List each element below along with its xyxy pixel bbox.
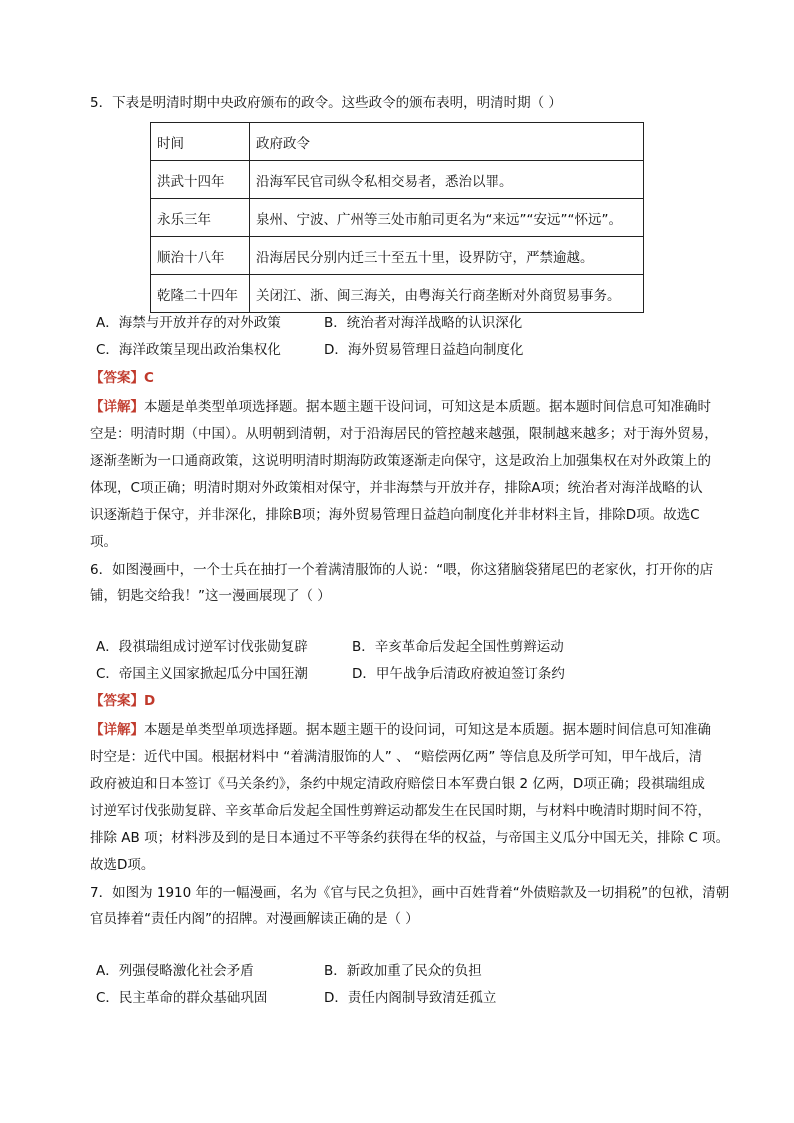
q6-detail-line: 排除 AB 项；材料涉及到的是日本通过不平等条约获得在华的权益，与帝国主义瓜分中国无关，排除 C 项。: [90, 830, 730, 846]
q5-detail-line: 识逐渐趋于保守，并非深化，排除B项；海外贸易管理日益趋向制度化并非材料主旨，排除D项。故选C: [90, 507, 700, 523]
q6-detail-line: 时空是：近代中国。根据材料中 “着满清服饰的人” 、 “赔偿两亿两” 等信息及所学可知，甲午战后，清: [90, 749, 703, 765]
q6-option-a[interactable]: A．段祺瑞组成讨逆军讨伐张勋复辟: [96, 639, 308, 655]
answer-value: C: [144, 370, 154, 386]
q5-detail-line: 空是：明清时期（中国）。从明朝到清朝，对于沿海居民的管控越来越强，限制越来越多；对于海外贸易，: [90, 426, 718, 442]
q6-stem-line: 铺，钥匙交给我！”这一漫画展现了（ ）: [90, 588, 331, 604]
q7-stem-line: 官员捧着“责任内阁”的招牌。对漫画解读正确的是（ ）: [90, 911, 419, 927]
table-row: [151, 237, 644, 275]
q6-option-b[interactable]: B．辛亥革命后发起全国性剪辫运动: [352, 639, 564, 655]
table-cell-time: 顺治十八年: [151, 237, 250, 275]
q5-option-a[interactable]: A．海禁与开放并存的对外政策: [96, 315, 281, 331]
detail-label: 【详解】: [90, 722, 144, 738]
detail-label: 【详解】: [90, 399, 144, 415]
q6-detail-line: 讨逆军讨伐张勋复辟、辛亥革命后发起全国性剪辫运动都发生在民国时期，与材料中晚清时期时间不符，: [90, 803, 711, 819]
q5-option-c[interactable]: C．海洋政策呈现出政治集权化: [96, 342, 281, 358]
q6-stem-line: 6．如图漫画中，一个士兵在抽打一个着满清服饰的人说：“喂，你这猪脑袋猪尾巴的老家伙，打开你的店: [90, 562, 714, 578]
table-cell-decree: 泉州、宁波、广州等三处市舶司更名为“来远”“安远”“怀远”。: [250, 199, 644, 237]
decree-table: [150, 122, 644, 313]
table-row: [151, 161, 644, 199]
q7-option-d[interactable]: D．责任内阁制导致清廷孤立: [324, 990, 497, 1006]
q6-detail-line: 政府被迫和日本签订《马关条约》，条约中规定清政府赔偿日本军费白银 2 亿两，D项正确；段祺瑞组成: [90, 776, 705, 792]
q5-detail-line: 体现，C项正确；明清时期对外政策相对保守，并非海禁与开放并存，排除A项；统治者对海洋战略的认: [90, 480, 703, 496]
q5-detail-line: 逐渐垄断为一口通商政策，这说明明清时期海防政策逐渐走向保守，这是政治上加强集权在对外政策上的: [90, 453, 711, 469]
q7-stem-line: 7．如图为 1910 年的一幅漫画，名为《官与民之负担》，画中百姓背着“外债赔款及一切捐税”的包袱，清朝: [90, 885, 730, 901]
table-cell-time: 乾隆二十四年: [151, 275, 250, 313]
answer-label: 【答案】: [90, 693, 144, 709]
q6-answer: [90, 692, 155, 710]
q5-detail-line: 【详解】本题是单类型单项选择题。据本题主题干设问词，可知这是本质题。据本题时间信息可知准确时: [90, 399, 711, 415]
q7-option-a[interactable]: A．列强侵略激化社会矛盾: [96, 963, 254, 979]
table-header-decree: 政府政令: [250, 123, 644, 161]
q7-option-c[interactable]: C．民主革命的群众基础巩固: [96, 990, 268, 1006]
table-cell-decree: 沿海军民官司纵令私相交易者，悉治以罪。: [250, 161, 644, 199]
q6-option-d[interactable]: D．甲午战争后清政府被迫签订条约: [352, 666, 565, 682]
q7-option-b[interactable]: B．新政加重了民众的负担: [324, 963, 482, 979]
q5-answer: [90, 369, 154, 387]
answer-value: D: [144, 693, 156, 709]
table-cell-decree: 关闭江、浙、闽三海关，由粤海关行商垄断对外商贸易事务。: [250, 275, 644, 313]
q6-option-c[interactable]: C．帝国主义国家掀起瓜分中国狂潮: [96, 666, 308, 682]
table-row: [151, 275, 644, 313]
table-header-row: [151, 123, 644, 161]
q5-option-d[interactable]: D．海外贸易管理日益趋向制度化: [324, 342, 524, 358]
q6-detail-line: 【详解】本题是单类型单项选择题。据本题主题干的设问词，可知这是本质题。据本题时间信息可知准确: [90, 722, 711, 738]
table-cell-time: 永乐三年: [151, 199, 250, 237]
table-cell-decree: 沿海居民分别内迁三十至五十里，设界防守，严禁逾越。: [250, 237, 644, 275]
table-cell-time: 洪武十四年: [151, 161, 250, 199]
q6-detail-line: 故选D项。: [90, 857, 155, 873]
q5-detail-line: 项。: [90, 534, 117, 550]
answer-label: 【答案】: [90, 370, 144, 386]
table-row: [151, 199, 644, 237]
q5-option-b[interactable]: B．统治者对海洋战略的认识深化: [324, 315, 523, 331]
q5-stem: 5．下表是明清时期中央政府颁布的政令。这些政令的颁布表明，明清时期（ ）: [90, 95, 562, 111]
table-header-time: 时间: [151, 123, 250, 161]
